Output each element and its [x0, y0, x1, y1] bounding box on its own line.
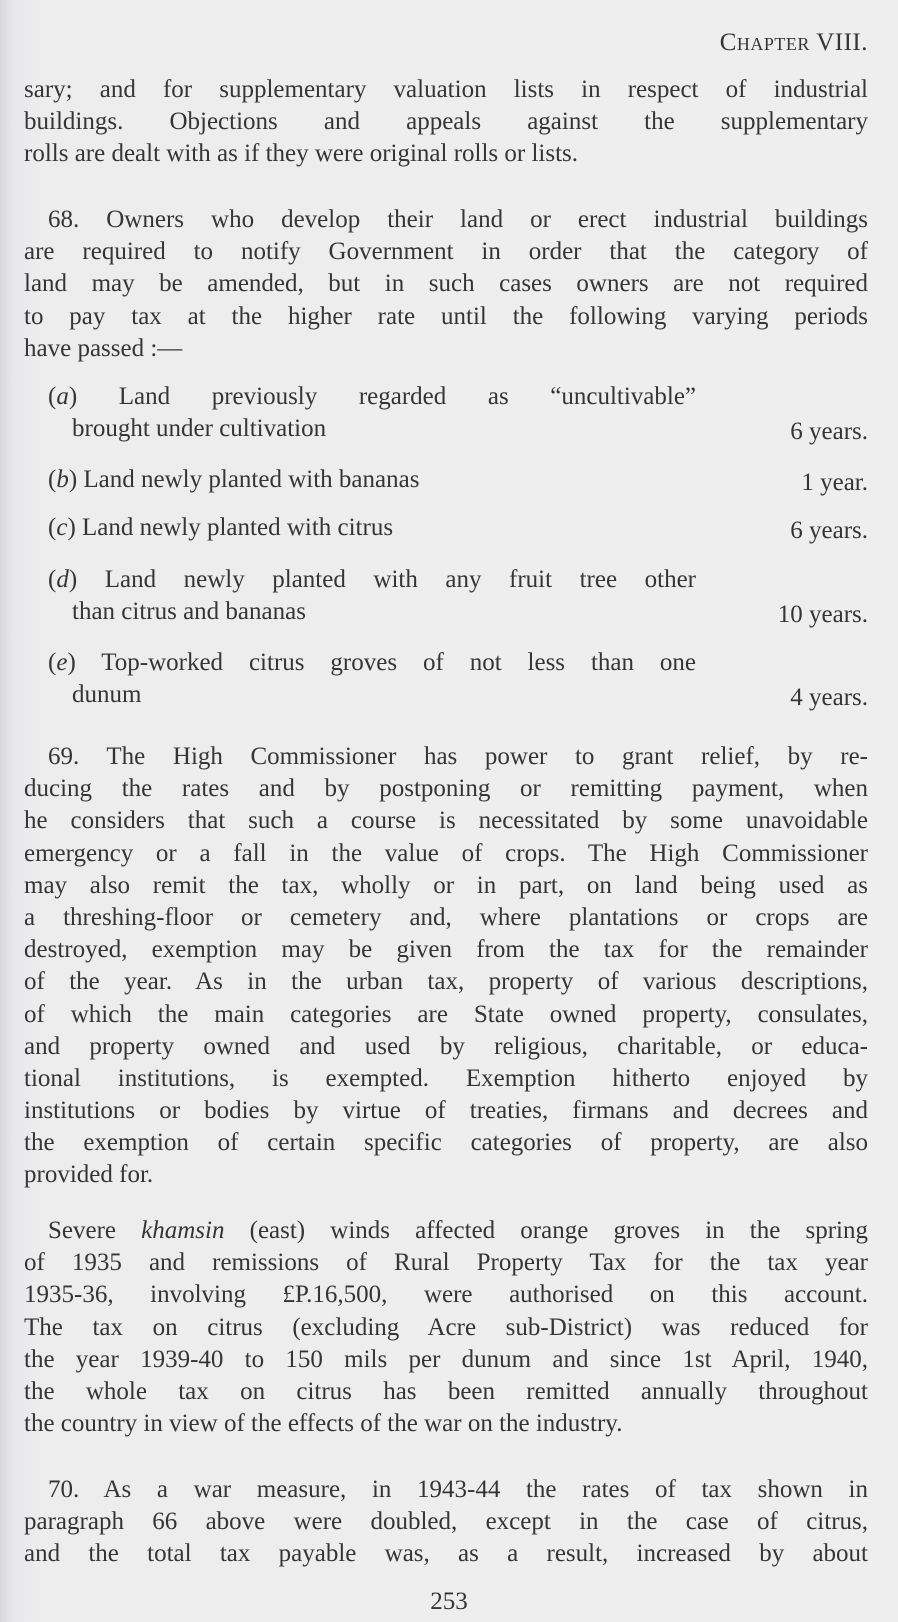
- text-line: to pay tax at the higher rate until the following varying periods: [24, 302, 868, 330]
- text-line: emergency or a fall in the value of crops. The High Commissioner: [24, 839, 868, 867]
- period-item-d: [48, 564, 868, 628]
- paragraph-70: [24, 1474, 868, 1571]
- page-number: 253: [430, 1588, 468, 1615]
- text-line: and the total tax payable was, as a result, increased by about: [24, 1540, 868, 1568]
- item-text: dunum: [72, 681, 142, 709]
- item-period: 4 years.: [790, 684, 868, 712]
- text-line: ducing the rates and by postponing or remitting payment, when: [24, 775, 868, 803]
- text-line: 68. Owners who develop their land or erect industrial buildings: [48, 206, 868, 233]
- text-line: the whole tax on citrus has been remitted annually throughout: [24, 1377, 868, 1405]
- text-line: land may be amended, but in such cases owners are not required: [24, 270, 868, 298]
- text-line: paragraph 66 above were doubled, except in the case of citrus,: [24, 1508, 868, 1536]
- paragraph-68: [24, 204, 868, 365]
- item-text: (d) Land newly planted with any fruit tree other: [48, 566, 696, 593]
- text-line: and property owned and used by religious, charitable, or educa-: [24, 1032, 868, 1060]
- text-line: the exemption of certain specific categories of property, are also: [24, 1129, 868, 1157]
- item-period: 6 years.: [790, 418, 868, 446]
- period-item-e: [48, 647, 868, 711]
- italic-term: khamsin: [141, 1217, 225, 1244]
- item-period: 6 years.: [790, 517, 868, 544]
- item-text: (e) Top-worked citrus groves of not less than one: [48, 649, 696, 676]
- item-period: 10 years.: [777, 601, 868, 629]
- item-period: 1 year.: [801, 469, 868, 496]
- text-line: provided for.: [24, 1161, 154, 1189]
- text-line: institutions or bodies by virtue of treaties, firmans and decrees and: [24, 1097, 868, 1125]
- item-letter: c: [56, 514, 68, 541]
- text-line: 69. The High Commissioner has power to grant relief, by re-: [48, 743, 868, 770]
- period-item-c: [48, 512, 868, 544]
- item-letter: b: [56, 466, 69, 493]
- item-letter: e: [56, 649, 68, 676]
- item-text: than citrus and bananas: [72, 598, 306, 626]
- text-line: a threshing-floor or cemetery and, where plantations or crops are: [24, 903, 868, 931]
- text-line: buildings. Objections and appeals against the supplementary: [24, 108, 868, 136]
- period-item-b: [48, 464, 868, 496]
- item-text: brought under cultivation: [72, 415, 327, 443]
- text-line: 70. As a war measure, in 1943-44 the rates of tax shown in: [48, 1476, 868, 1503]
- item-text: (a) Land previously regarded as “uncultivable”: [48, 383, 697, 410]
- text-line: sary; and for supplementary valuation lists in respect of industrial: [24, 76, 868, 103]
- period-item-a: [48, 381, 868, 445]
- text-line: destroyed, exemption may be given from the tax for the remainder: [24, 936, 868, 964]
- continuation-paragraph: [24, 74, 868, 171]
- text-line: the country in view of the effects of the war on the industry.: [24, 1410, 623, 1438]
- item-text: (c) Land newly planted with citrus: [48, 514, 394, 541]
- text-line: he considers that such a course is necessitated by some unavoidable: [24, 807, 868, 835]
- text-line: Severe khamsin (east) winds affected orange groves in the spring: [48, 1217, 868, 1244]
- khamsin-paragraph: [24, 1215, 868, 1440]
- text-line: have passed :—: [24, 334, 183, 362]
- text-line: 1935-36, involving £P.16,500, were authorised on this account.: [24, 1281, 868, 1309]
- text-line: rolls are dealt with as if they were original rolls or lists.: [24, 140, 579, 168]
- running-header: Chapter VIII.: [719, 29, 868, 56]
- item-text: (b) Land newly planted with bananas: [48, 466, 420, 493]
- text-line: of 1935 and remissions of Rural Property Tax for the tax year: [24, 1249, 868, 1277]
- text-line: are required to notify Government in order that the category of: [24, 238, 868, 266]
- text-line: of the year. As in the urban tax, property of various descriptions,: [24, 968, 868, 996]
- item-letter: a: [56, 383, 69, 410]
- text-line: may also remit the tax, wholly or in part, on land being used as: [24, 871, 868, 899]
- text-line: tional institutions, is exempted. Exemption hitherto enjoyed by: [24, 1064, 868, 1092]
- text-line: the year 1939-40 to 150 mils per dunum and since 1st April, 1940,: [24, 1345, 868, 1373]
- paragraph-69: [24, 741, 868, 1192]
- text-line: of which the main categories are State owned property, consulates,: [24, 1000, 868, 1028]
- item-letter: d: [56, 566, 69, 593]
- text-line: The tax on citrus (excluding Acre sub-District) was reduced for: [24, 1313, 868, 1341]
